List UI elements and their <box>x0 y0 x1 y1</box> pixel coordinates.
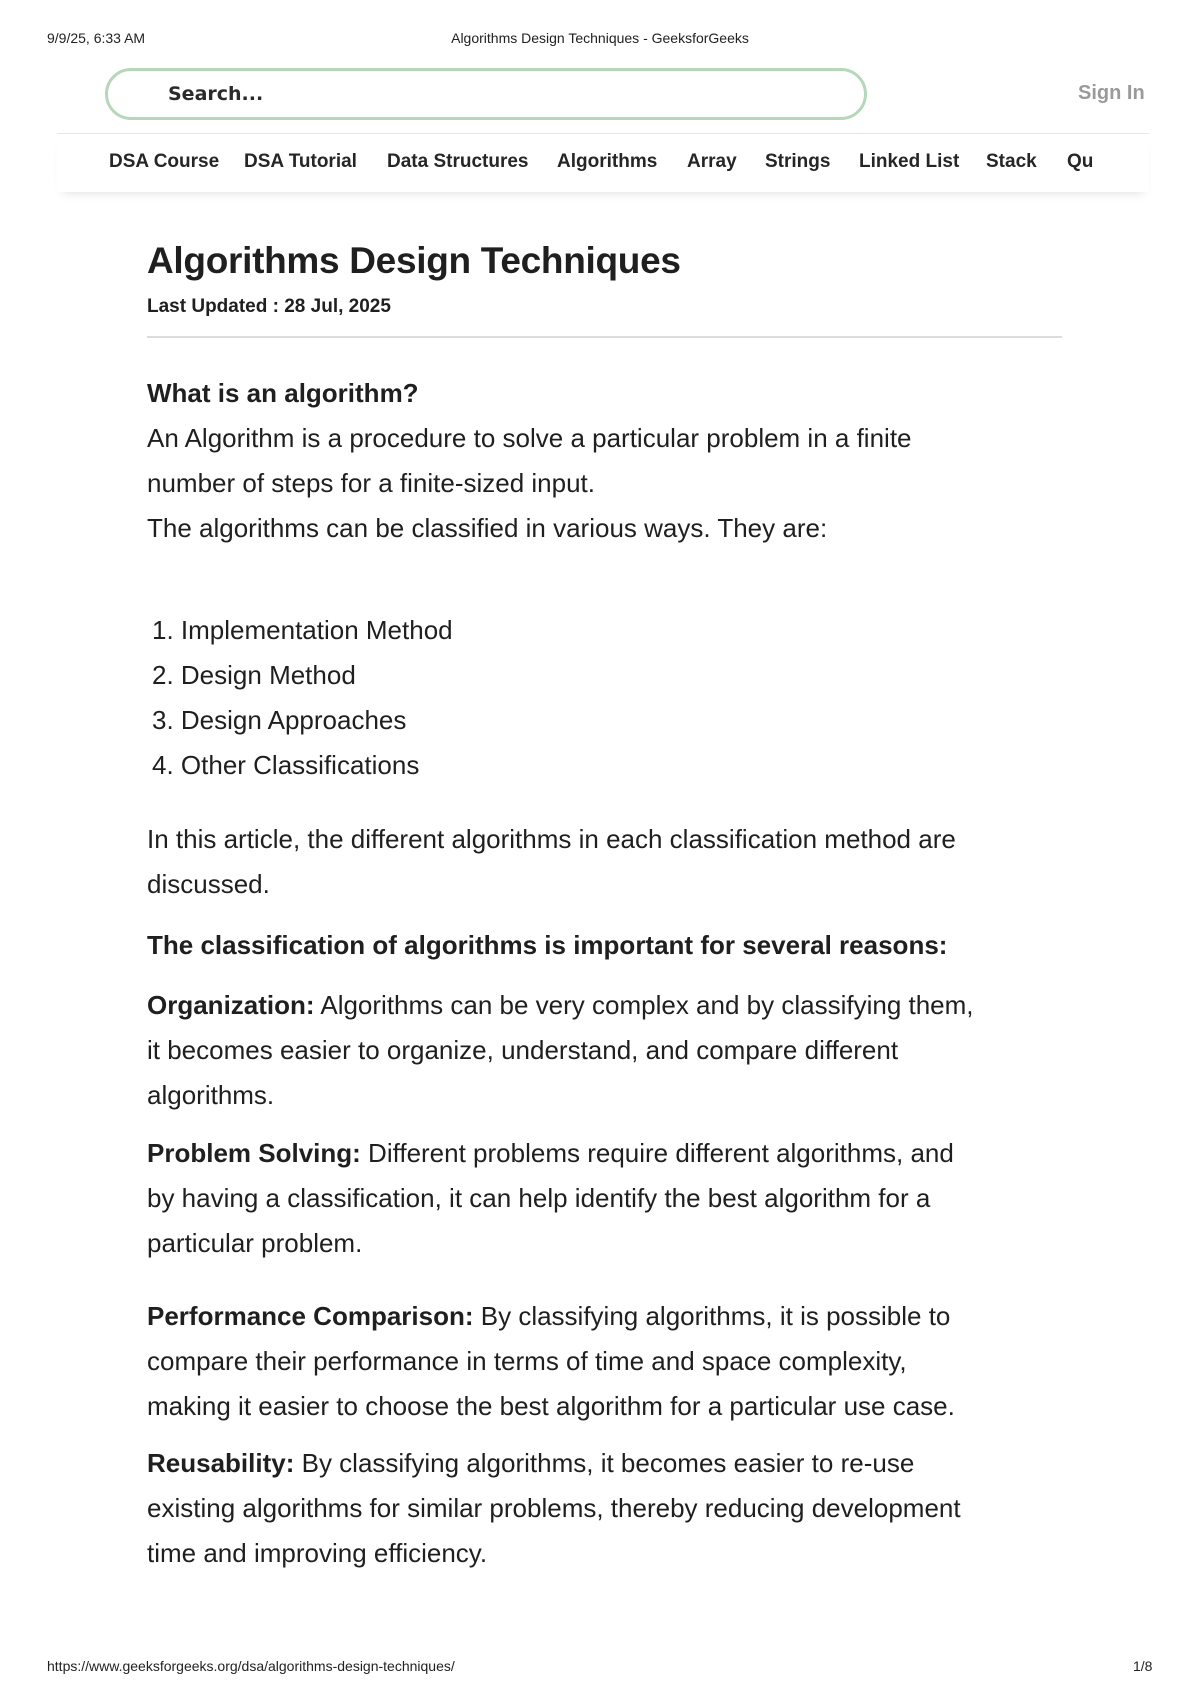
performance-text-2: compare their performance in terms of time and space complexity, <box>147 1346 907 1376</box>
nav-item-dsa-tutorial[interactable]: DSA Tutorial <box>244 151 357 172</box>
nav-item-algorithms[interactable]: Algorithms <box>557 151 658 172</box>
discussed-line-2: discussed. <box>147 869 270 899</box>
discussed-paragraph <box>147 817 1062 907</box>
nav-item-stack[interactable]: Stack <box>986 151 1037 172</box>
problem-solving-text-2: by having a classification, it can help identify the best algorithm for a <box>147 1183 931 1213</box>
problem-solving-label: Problem Solving: <box>147 1138 361 1168</box>
nav-item-linked-list[interactable]: Linked List <box>859 151 960 172</box>
problem-solving-text-3: particular problem. <box>147 1228 363 1258</box>
nav-item-strings[interactable]: Strings <box>765 151 831 172</box>
topic-nav-bar <box>57 134 1149 192</box>
nav-item-dsa-course[interactable]: DSA Course <box>109 151 220 172</box>
performance-text-3: making it easier to choose the best algorithm for a particular use case. <box>147 1391 955 1421</box>
nav-item-queue-truncated[interactable]: Qu <box>1067 151 1094 172</box>
intro-line-2: number of steps for a finite-sized input. <box>147 468 596 498</box>
problem-solving-paragraph <box>147 1131 1062 1266</box>
nav-item-data-structures[interactable]: Data Structures <box>387 151 529 172</box>
print-footer <box>0 1656 1200 1678</box>
reusability-label: Reusability: <box>147 1448 295 1478</box>
organization-text-1: Algorithms can be very complex and by classifying them, <box>314 990 974 1020</box>
organization-text-3: algorithms. <box>147 1080 275 1110</box>
reusability-text-1: By classifying algorithms, it becomes easier to re-use <box>294 1448 915 1478</box>
discussed-line-1: In this article, the different algorithms in each classification method are <box>147 824 956 854</box>
what-is-algorithm-heading: What is an algorithm? <box>147 378 419 408</box>
reasons-heading: The classification of algorithms is important for several reasons: <box>147 930 948 960</box>
performance-label: Performance Comparison: <box>147 1301 474 1331</box>
problem-solving-text-1: Different problems require different algorithms, and <box>360 1138 954 1168</box>
list-item: 1. Implementation Method <box>152 615 453 645</box>
print-header <box>0 28 1200 50</box>
performance-text-1: By classifying algorithms, it is possible to <box>473 1301 951 1331</box>
title-divider <box>147 336 1062 338</box>
reasons-heading-block <box>147 923 1062 968</box>
reusability-text-2: existing algorithms for similar problems, thereby reducing development <box>147 1493 961 1523</box>
intro-line-1: An Algorithm is a procedure to solve a particular problem in a finite <box>147 423 912 453</box>
sign-in-link[interactable]: Sign In <box>1078 82 1145 104</box>
print-doc-title: Algorithms Design Techniques - GeeksforGeeks <box>451 30 749 46</box>
print-url: https://www.geeksforgeeks.org/dsa/algorithms-design-techniques/ <box>47 1658 455 1674</box>
intro-line-3: The algorithms can be classified in various ways. They are: <box>147 513 828 543</box>
reusability-text-3: time and improving efficiency. <box>147 1538 488 1568</box>
page-title: Algorithms Design Techniques <box>147 240 681 281</box>
list-item: 4. Other Classifications <box>152 750 420 780</box>
last-updated: Last Updated : 28 Jul, 2025 <box>147 296 391 317</box>
print-page-number: 1/8 <box>1133 1658 1153 1674</box>
search-input[interactable] <box>168 81 808 107</box>
nav-item-array[interactable]: Array <box>687 151 737 172</box>
classification-list <box>152 608 1067 788</box>
organization-paragraph <box>147 983 1062 1118</box>
list-item: 2. Design Method <box>152 660 356 690</box>
performance-paragraph <box>147 1294 1062 1429</box>
print-datetime: 9/9/25, 6:33 AM <box>47 30 146 46</box>
organization-text-2: it becomes easier to organize, understand, and compare different <box>147 1035 899 1065</box>
organization-label: Organization: <box>147 990 315 1020</box>
reusability-paragraph <box>147 1441 1062 1576</box>
definition-section <box>147 371 1062 551</box>
search-box[interactable] <box>105 68 867 120</box>
list-item: 3. Design Approaches <box>152 705 407 735</box>
article-header <box>147 236 1062 338</box>
